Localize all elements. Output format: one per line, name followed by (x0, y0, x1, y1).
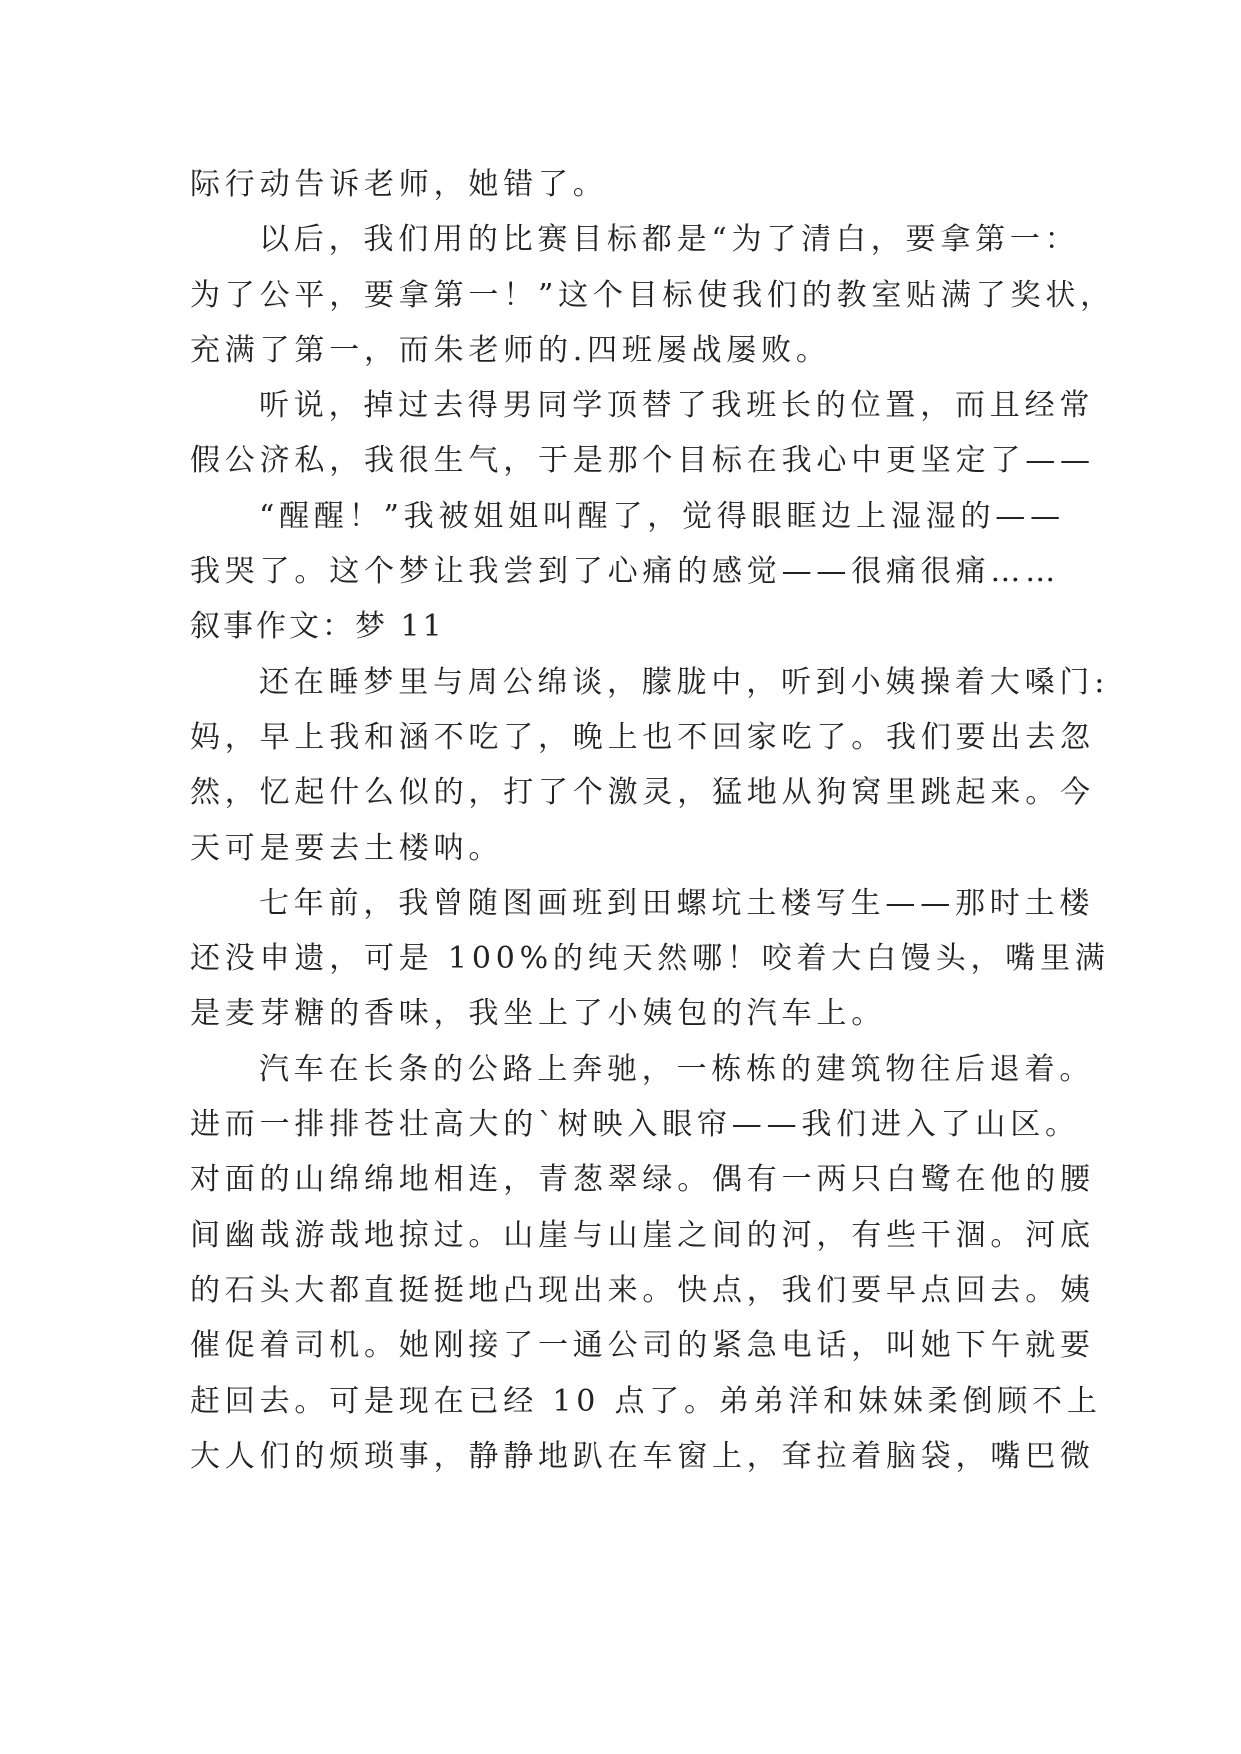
text-line: 然，忆起什么似的，打了个激灵，猛地从狗窝里跳起来。今 (190, 775, 1095, 811)
paragraph-start-line: 听说，掉过去得男同学顶替了我班长的位置，而且经常 (259, 388, 1095, 424)
paragraph-start-line: 七年前，我曾随图画班到田螺坑土楼写生——那时土楼 (259, 885, 1095, 921)
text-line: 我哭了。这个梦让我尝到了心痛的感觉——很痛很痛…… (190, 554, 1060, 590)
text-line: 催促着司机。她刚接了一通公司的紧急电话，叫她下午就要 (190, 1328, 1095, 1364)
text-line: 对面的山绵绵地相连，青葱翠绿。偶有一两只白鹭在他的腰 (190, 1162, 1095, 1198)
text-line: 间幽哉游哉地掠过。山崖与山崖之间的河，有些干涸。河底 (190, 1217, 1095, 1253)
text-line: 的石头大都直挺挺地凸现出来。快点，我们要早点回去。姨 (190, 1272, 1095, 1308)
paragraph-start-line: 以后，我们用的比赛目标都是“为了清白，要拿第一： (259, 222, 1080, 258)
paragraph-start-line: 汽车在长条的公路上奔驰，一栋栋的建筑物往后退着。 (259, 1051, 1095, 1087)
text-line: 际行动告诉老师，她错了。 (190, 167, 608, 202)
text-line: 天可是要去土楼呐。 (190, 830, 504, 866)
text-line: 大人们的烦琐事，静静地趴在车窗上，耷拉着脑袋，嘴巴微 (190, 1438, 1095, 1474)
section-title: 叙事作文：梦 11 (190, 609, 445, 645)
text-line: 为了公平，要拿第一！”这个目标使我们的教室贴满了奖状， (190, 277, 1115, 313)
text-line: 假公济私，我很生气，于是那个目标在我心中更坚定了—— (190, 443, 1095, 479)
text-line: 妈，早上我和涵不吃了，晚上也不回家吃了。我们要出去忽 (190, 719, 1095, 755)
paragraph-start-line: “醒醒！”我被姐姐叫醒了，觉得眼眶边上湿湿的—— (259, 498, 1065, 534)
text-line: 充满了第一，而朱老师的.四班屡战屡败。 (190, 332, 831, 368)
text-line: 赶回去。可是现在已经 10 点了。弟弟洋和妹妹柔倒顾不上 (190, 1383, 1102, 1419)
paragraph-start-line: 还在睡梦里与周公绵谈，朦胧中，听到小姨操着大嗓门: (259, 664, 1110, 700)
text-line: 是麦芽糖的香味，我坐上了小姨包的汽车上。 (190, 996, 886, 1032)
text-line: 还没申遗，可是 100%的纯天然哪！咬着大白馒头，嘴里满 (190, 941, 1110, 977)
article-body (190, 157, 1115, 1484)
text-line: 进而一排排苍壮高大的`树映入眼帘——我们进入了山区。 (190, 1107, 1080, 1143)
